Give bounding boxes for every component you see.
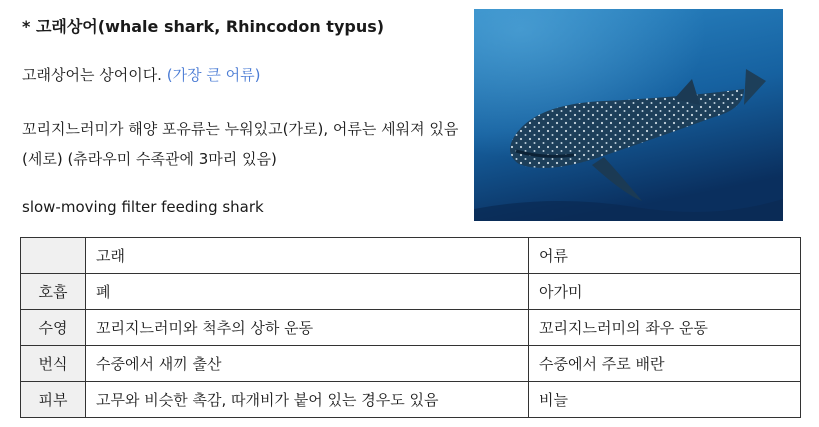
comparison-table bbox=[20, 237, 801, 418]
fish-skin: 비늘 bbox=[529, 382, 801, 418]
intro-text: 고래상어는 상어이다. bbox=[22, 66, 162, 84]
table-row bbox=[21, 346, 801, 382]
fish-reproduction: 수중에서 주로 배란 bbox=[529, 346, 801, 382]
row-label-skin: 피부 bbox=[21, 382, 86, 418]
table-row bbox=[21, 274, 801, 310]
english-description: slow-moving filter feeding shark bbox=[22, 198, 264, 216]
table-header-row bbox=[21, 238, 801, 274]
tail-fin-paragraph: 꼬리지느러미가 해양 포유류는 누워있고(가로), 어류는 세워져 있음(세로) (츄라우미 수족관에 3마리 있음) bbox=[22, 120, 459, 168]
table-row bbox=[21, 382, 801, 418]
row-label-swimming: 수영 bbox=[21, 310, 86, 346]
intro-note: (가장 큰 어류) bbox=[166, 66, 261, 84]
intro-line bbox=[22, 64, 260, 85]
whale-swimming: 꼬리지느러미와 척추의 상하 운동 bbox=[86, 310, 529, 346]
header-whale: 고래 bbox=[86, 238, 529, 274]
table-row bbox=[21, 310, 801, 346]
whale-shark-photo bbox=[474, 9, 783, 221]
fish-swimming: 꼬리지느러미의 좌우 운동 bbox=[529, 310, 801, 346]
header-fish: 어류 bbox=[529, 238, 801, 274]
table-corner-cell bbox=[21, 238, 86, 274]
fish-breathing: 아가미 bbox=[529, 274, 801, 310]
page-title: * 고래상어(whale shark, Rhincodon typus) bbox=[22, 17, 385, 36]
whale-reproduction: 수중에서 새끼 출산 bbox=[86, 346, 529, 382]
row-label-breathing: 호흡 bbox=[21, 274, 86, 310]
whale-shark-illustration bbox=[474, 9, 783, 221]
whale-skin: 고무와 비슷한 촉감, 따개비가 붙어 있는 경우도 있음 bbox=[86, 382, 529, 418]
whale-breathing: 폐 bbox=[86, 274, 529, 310]
row-label-reproduction: 번식 bbox=[21, 346, 86, 382]
